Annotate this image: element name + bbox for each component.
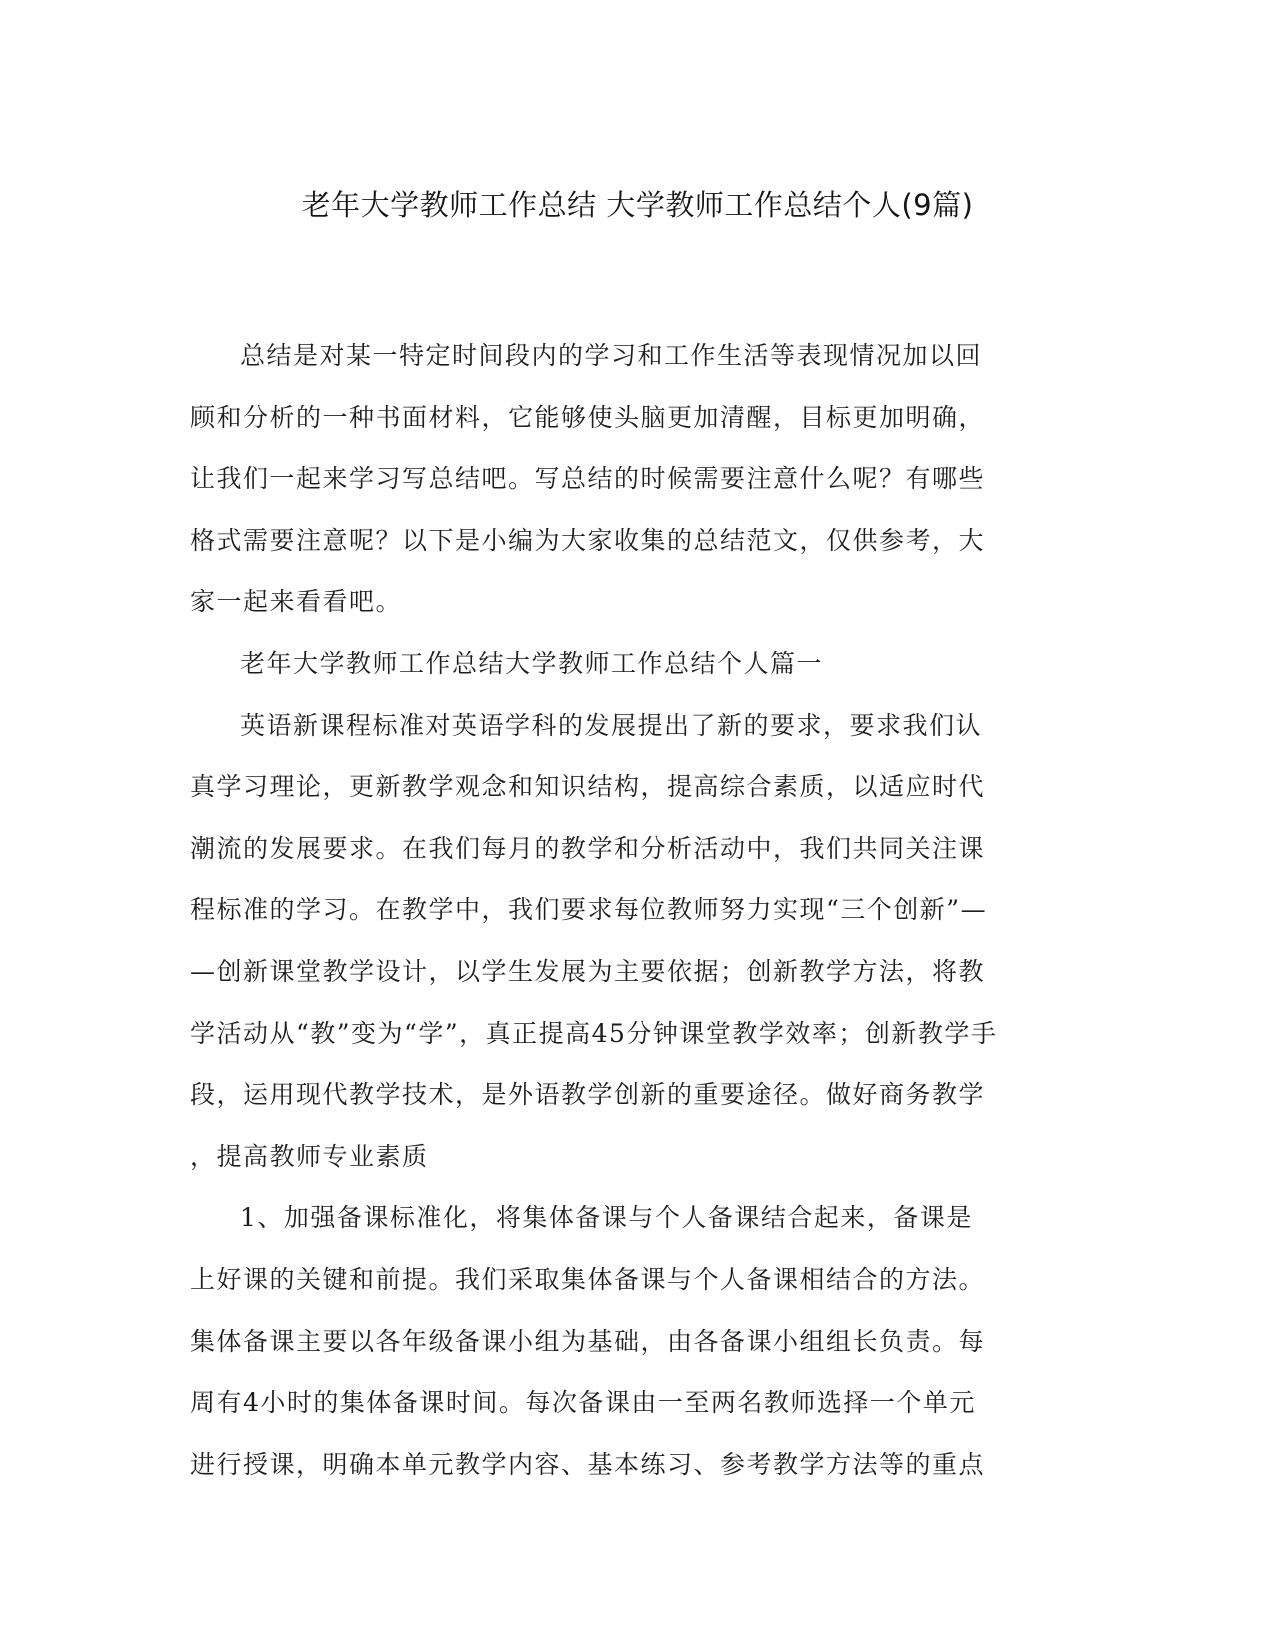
paragraph-line: 程标准的学习。在教学中，我们要求每位教师努力实现“三个创新”— xyxy=(190,895,988,925)
body-paragraph-2 xyxy=(190,1187,1070,1495)
paragraph-line: 段，运用现代教学技术，是外语教学创新的重要途径。做好商务教学 xyxy=(190,1080,986,1110)
paragraph-line: 上好课的关键和前提。我们采取集体备课与个人备课相结合的方法。 xyxy=(190,1264,986,1294)
intro-line: 格式需要注意呢？以下是小编为大家收集的总结范文，仅供参考，大 xyxy=(190,525,986,555)
document-title: 老年大学教师工作总结 大学教师工作总结个人(9篇) xyxy=(301,188,974,222)
intro-paragraph xyxy=(190,325,1070,633)
body-paragraph-1 xyxy=(190,695,1070,1188)
paragraph-line: 学活动从“教”变为“学”，真正提高45分钟课堂教学效率；创新教学手 xyxy=(190,1018,998,1048)
paragraph-line: 进行授课，明确本单元教学内容、基本练习、参考教学方法等的重点 xyxy=(190,1449,986,1479)
intro-line: 让我们一起来学习写总结吧。写总结的时候需要注意什么呢？有哪些 xyxy=(190,464,986,494)
intro-line: 家一起来看看吧。 xyxy=(190,587,403,617)
intro-line: 总结是对某一特定时间段内的学习和工作生活等表现情况加以回 xyxy=(240,341,983,370)
paragraph-line: 真学习理论，更新教学观念和知识结构，提高综合素质，以适应时代 xyxy=(190,772,986,802)
intro-line: 顾和分析的一种书面材料，它能够使头脑更加清醒，目标更加明确， xyxy=(190,402,986,432)
section-heading: 老年大学教师工作总结大学教师工作总结个人篇一 xyxy=(240,648,824,678)
paragraph-line: 周有4小时的集体备课时间。每次备课由一至两名教师选择一个单元 xyxy=(190,1388,976,1418)
paragraph-line: 1、加强备课标准化，将集体备课与个人备课结合起来，备课是 xyxy=(240,1203,973,1233)
paragraph-line: 英语新课程标准对英语学科的发展提出了新的要求，要求我们认 xyxy=(240,710,983,740)
paragraph-line: —创新课堂教学设计，以学生发展为主要依据；创新教学方法，将教 xyxy=(190,956,986,986)
paragraph-line: 集体备课主要以各年级备课小组为基础，由各备课小组组长负责。每 xyxy=(190,1326,986,1356)
paragraph-line: ，提高教师专业素质 xyxy=(190,1141,429,1171)
paragraph-line: 潮流的发展要求。在我们每月的教学和分析活动中，我们共同关注课 xyxy=(190,833,986,863)
document-body xyxy=(190,325,1070,1495)
